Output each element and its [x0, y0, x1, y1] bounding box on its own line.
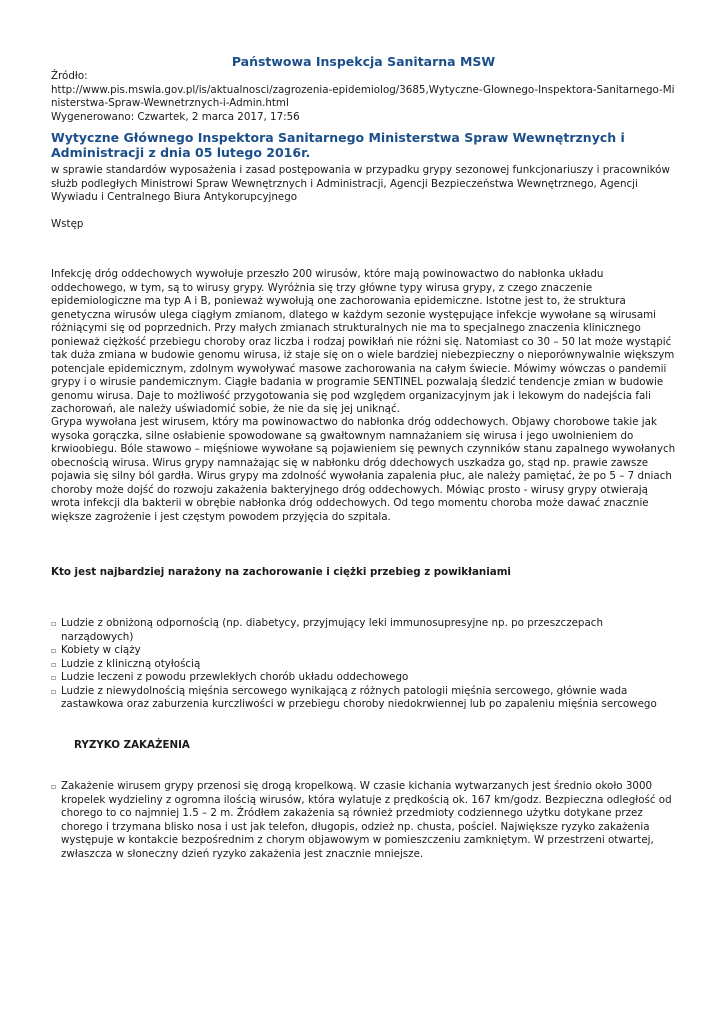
list-item-text: Ludzie z niewydolnością mięśnia sercowego wynikającą z różnych patologii mięśnia sercowego, głównie wada zastawkowa oraz zaburzenia kurczliwości w przebiegu choroby niedokrwiennej lub po zapaleniu mięśnia sercowego: [61, 684, 657, 710]
bullet-icon: ▫: [51, 686, 57, 696]
list-item-text: Zakażenie wirusem grypy przenosi się drogą kropelkową. W czasie kichania wytwarzanych jest średnio około 3000 kropelek wydzieliny z ogromna ilością wirusów, która wylatuje z prędkością ok. 167 km/godz. Bezpieczna odległość od chorego to co najmniej 1.5 – 2 m. Źródłem zakażenia są również przedmioty codziennego użytku dotykane przez chorego i trzymana blisko nosa i ust jak telefon, długopis, odzież np. chusta, pościel. Największe ryzyko zakażenia występuje w kontakcie bezpośrednim z chorym objawowym w pomieszczeniu zamkniętym. W przestrzeni otwartej, zwłaszcza w słoneczny dzień ryzyko zakażenia jest znacznie mniejsze.: [61, 780, 672, 860]
list-item: [51, 671, 676, 685]
list-item: [51, 658, 676, 672]
list-item: [51, 780, 676, 861]
document-title: Wytyczne Głównego Inspektora Sanitarnego Ministerstwa Spraw Wewnętrznych i Administracji z dnia 05 lutego 2016r.: [51, 130, 625, 160]
generated-timestamp: Wygenerowano: Czwartek, 2 marca 2017, 17:56: [51, 110, 300, 123]
list-item-text: Ludzie leczeni z powodu przewlekłych chorób układu oddechowego: [61, 671, 409, 683]
list-item-text: Ludzie z obniżoną odpornością (np. diabetycy, przyjmujący leki immunosupresyjne np. po przeszczepach narządowych): [61, 617, 603, 643]
paragraph-intro-2: Grypa wywołana jest wirusem, który ma powinowactwo do nabłonka dróg oddechowych. Objawy chorobowe takie jak wysoka gorączka, silne osłabienie spowodowane są gwałtownym namnażaniem się wirusa i jego uwolnieniem do krwioobiegu. Bóle stawowo – mięśniowe wywołane są pojawieniem się pewnych czynników stanu zapalnego wywołanych obecnością wirusa. Wirus grypy namnażając się w nabłonku dróg ddechowych uszkadza go, stąd np. prawie zawsze pojawia się silny ból gardła. Wirus grypy ma zdolność wywołania zapalenia płuc, ale należy pamiętać, że po 5 – 7 dniach choroby może dojść do rozwoju zakażenia bakteryjnego dróg oddechowych. Mówiąc prosto - wirusy grypy otwierają wrota infekcji dla bakterii w obrębie nabłonka dróg oddechowych. Od tego momentu choroba może dawać znacznie większe zagrożenie i jest częstym powodem przyjęcia do szpitala.: [51, 416, 676, 523]
source-url: http://www.pis.mswia.gov.pl/is/aktualnosci/zagrozenia-epidemiolog/3685,Wytyczne-Glownego-Inspektora-Sanitarnego-Ministerstwa-Spraw-Wewnetrznych-i-Admin.html: [51, 83, 675, 109]
bullet-icon: ▫: [51, 673, 57, 682]
list-item-text: Ludzie z kliniczną otyłością: [61, 657, 201, 670]
site-title: Państwowa Inspekcja Sanitarna MSW: [231, 54, 496, 69]
bullet-icon: ▫: [51, 659, 57, 669]
paragraph-intro-1: Infekcję dróg oddechowych wywołuje przeszło 200 wirusów, które mają powinowactwo do nabłonka układu oddechowego, w tym, są to wirusy grypy. Wyróżnia się trzy główne typy wirusa grypy, z czego znaczenie epidemiologiczne ma typ A i B, ponieważ wywołują one zachorowania epidemiczne. Istotne jest to, że struktura genetyczna wirusów ulega ciągłym zmianom, dlatego w każdym sezonie występujące infekcje wywołane są wirusami różniącymi się od poprzednich. Przy małych zmianach strukturalnych nie ma to specjalnego znaczenia klinicznego ponieważ ciężkość przebiegu choroby oraz liczba i rodzaj powikłań nie różni się. Natomiast co 30 – 50 lat może wystąpić tak duża zmiana w budowie genomu wirusa, iż staje się on o wiele bardziej niebezpieczny o nieporównywalnie większym potencjale epidemicznym, zdolnym wywoływać masowe zachorowania na całym świecie. Mówimy wówczas o pandemii grypy i o wirusie pandemicznym. Ciągłe badania w programie SENTINEL pozwalają śledzić tendencje zmian w budowie genomu wirusa. Daje to możliwość przygotowania się pod względem organizacyjnym jak i lekowym do nadejścia fali zachorowań, ale należy uświadomić sobie, że nie da się jej uniknąć.: [51, 268, 675, 415]
list-item-text: Kobiety w ciąży: [61, 644, 141, 656]
intro-label: Wstęp: [51, 218, 84, 230]
bullet-icon: ▫: [51, 619, 57, 628]
list-item: [51, 617, 676, 644]
infection-risk-heading: RYZYKO ZAKAŻENIA: [74, 739, 190, 751]
document-meta: [51, 70, 676, 124]
bullet-icon: ▫: [51, 782, 57, 791]
risk-groups-heading: Kto jest najbardziej narażony na zachorowanie i ciężki przebieg z powikłaniami: [51, 566, 511, 578]
list-item: [51, 644, 676, 658]
infection-risk-list: [51, 780, 676, 861]
list-item: [51, 685, 676, 712]
source-label: Źródło:: [51, 70, 88, 82]
bullet-icon: ▫: [51, 646, 57, 655]
document-subtitle: w sprawie standardów wyposażenia i zasad postępowania w przypadku grypy sezonowej funkcjonariuszy i pracowników służb podległych Ministrowi Spraw Wewnętrznych i Administracji, Agencji Bezpieczeństwa Wewnętrznego, Agencji Wywiadu i Centralnego Biura Antykorupcyjnego: [51, 164, 670, 203]
risk-groups-list: [51, 617, 676, 712]
